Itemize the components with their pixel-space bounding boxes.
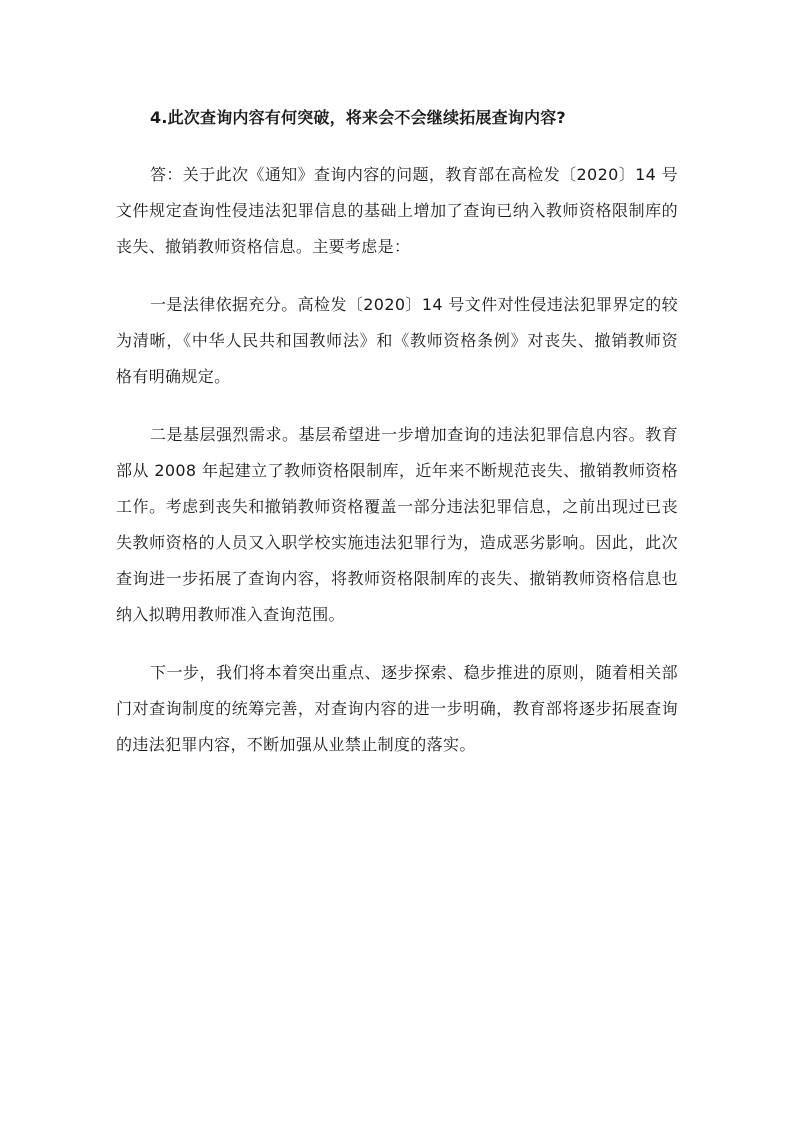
section-heading: 4.此次查询内容有何突破，将来会不会继续拓展查询内容?: [150, 108, 566, 127]
legal-basis-paragraph: 一是法律依据充分。高检发〔2020〕14 号文件对性侵违法犯罪界定的较为清晰，《中华人民共和国教师法》和《教师资格条例》对丧失、撤销教师资格有明确规定。: [116, 295, 678, 386]
next-steps-paragraph: 下一步，我们将本着突出重点、逐步探索、稳步推进的原则，随着相关部门对查询制度的统筹完善，对查询内容的进一步明确，教育部将逐步拓展查询的违法犯罪内容，不断加强从业禁止制度的落实。: [116, 663, 678, 754]
grassroots-demand-paragraph: 二是基层强烈需求。基层希望进一步增加查询的违法犯罪信息内容。教育部从 2008 年起建立了教师资格限制库，近年来不断规范丧失、撤销教师资格工作。考虑到丧失和撤销教师资格覆盖一部分违法犯罪信息，之前出现过已丧失教师资格的人员又入职学校实施违法犯罪行为，造成恶劣影响。因此，此次查询进一步拓展了查询内容，将教师资格限制库的丧失、撤销教师资格信息也纳入拟聘用教师准入查询范围。: [116, 425, 678, 624]
document-body: [116, 100, 678, 785]
answer-paragraph: 答：关于此次《通知》查询内容的问题，教育部在高检发〔2020〕14 号文件规定查询性侵违法犯罪信息的基础上增加了查询已纳入教师资格限制库的丧失、撤销教师资格信息。主要考虑是：: [116, 165, 678, 256]
